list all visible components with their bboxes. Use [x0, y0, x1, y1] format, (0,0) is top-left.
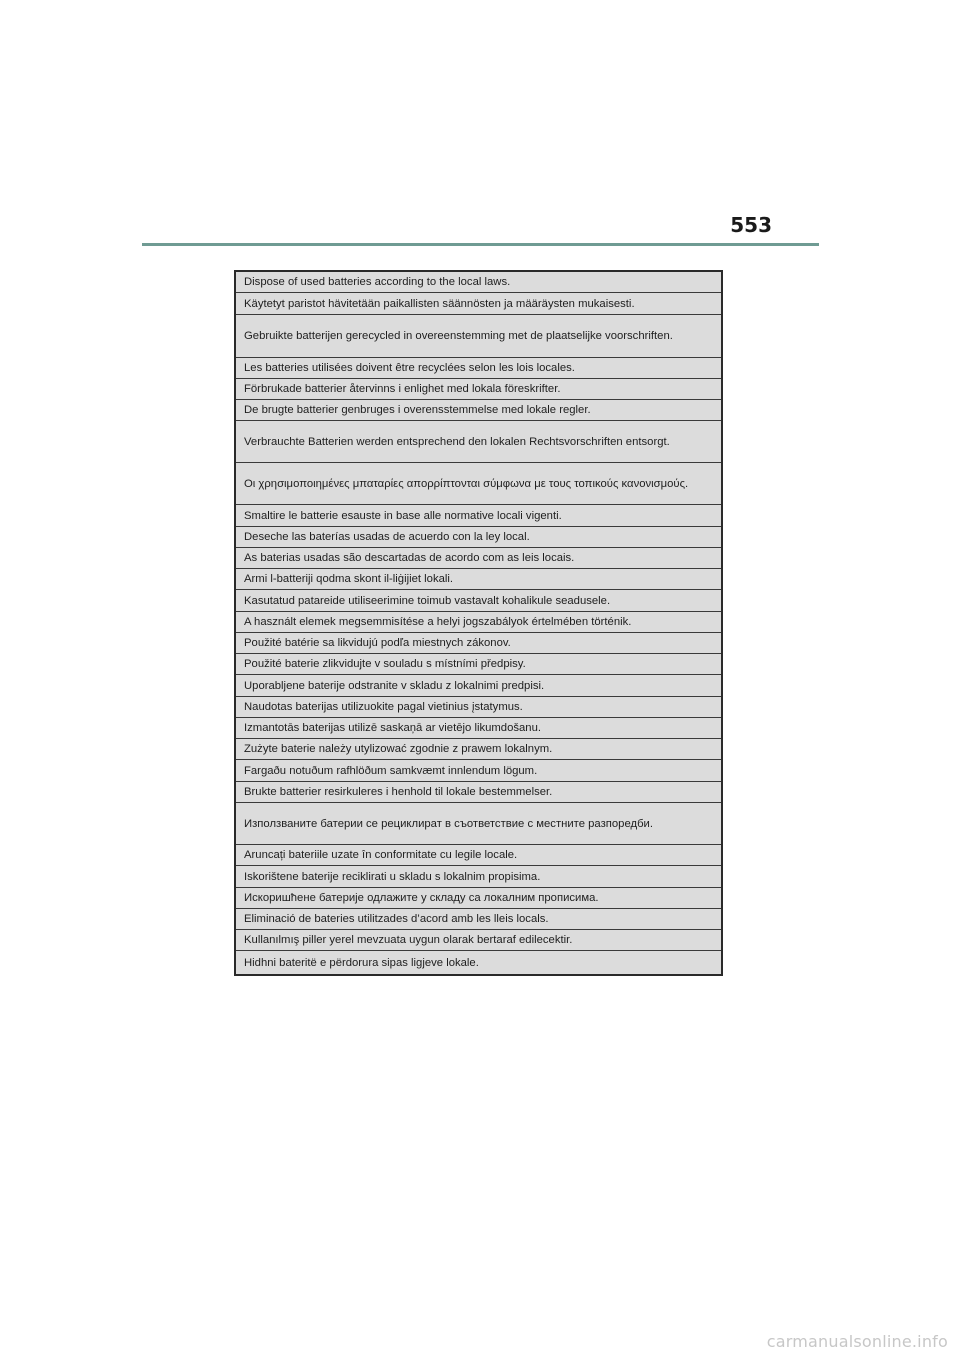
notice-text: Eliminació de bateries utilitzades d’acord amb les lleis locals. [244, 913, 549, 925]
notice-text: Brukte batterier resirkuleres i henhold til lokale bestemmelser. [244, 786, 553, 798]
notice-text: De brugte batterier genbruges i overensstemmelse med lokale regler. [244, 404, 591, 416]
table-row [236, 888, 721, 909]
notice-text: A használt elemek megsemmisítése a helyi jogszabályok értelmében történik. [244, 616, 632, 628]
notice-text: Gebruikte batterijen gerecycled in overeenstemming met de plaatselijke voorschriften. [244, 330, 673, 342]
table-row [236, 379, 721, 400]
notice-text: Förbrukade batterier återvinns i enlighet med lokala föreskrifter. [244, 383, 561, 395]
table-row [236, 909, 721, 930]
notice-text: Искоришћене батерије одлажите у складу са локалним прописима. [244, 892, 599, 904]
notice-text: Aruncați bateriile uzate în conformitate cu legile locale. [244, 849, 518, 861]
notice-text: Les batteries utilisées doivent être recyclées selon les lois locales. [244, 362, 575, 374]
header-rule [142, 243, 819, 246]
table-row [236, 951, 721, 974]
notice-text: Naudotas baterijas utilizuokite pagal vietinius įstatymus. [244, 701, 523, 713]
notice-text: Použité baterie zlikvidujte v souladu s místními předpisy. [244, 658, 526, 670]
table-row [236, 930, 721, 951]
table-row [236, 272, 721, 293]
notice-text: Kullanılmış piller yerel mevzuata uygun olarak bertaraf edilecektir. [244, 934, 573, 946]
notice-text: Hidhni bateritë e përdorura sipas ligjeve lokale. [244, 956, 479, 969]
table-row [236, 400, 721, 421]
table-row [236, 654, 721, 675]
table-row [236, 421, 721, 463]
notice-text: Käytetyt paristot hävitetään paikallisten säännösten ja määräysten mukaisesti. [244, 297, 635, 310]
notice-text: Uporabljene baterije odstranite v skladu z lokalnimi predpisi. [244, 679, 545, 692]
table-row [236, 505, 721, 527]
table-row [236, 760, 721, 782]
table-row [236, 633, 721, 654]
notice-text: Smaltire le batterie esauste in base alle normative locali vigenti. [244, 509, 562, 522]
footer-watermark: carmanualsonline.info [766, 1332, 948, 1351]
notice-text: As baterias usadas são descartadas de acordo com as leis locais. [244, 552, 575, 564]
table-row [236, 569, 721, 590]
battery-disposal-table [234, 270, 723, 976]
table-row [236, 697, 721, 718]
notice-text: Οι χρησιμοποιημένες μπαταρίες απορρίπτονται σύμφωνα με τους τοπικούς κανονισμούς. [244, 477, 689, 490]
notice-text: Izmantotās baterijas utilizē saskaņā ar vietējo likumdošanu. [244, 722, 542, 734]
table-row [236, 590, 721, 612]
table-row [236, 293, 721, 315]
table-row [236, 845, 721, 866]
table-row [236, 358, 721, 379]
notice-text: Iskorištene baterije reciklirati u skladu s lokalnim propisima. [244, 870, 541, 883]
notice-text: Dispose of used batteries according to the local laws. [244, 276, 511, 288]
table-row [236, 866, 721, 888]
notice-text: Deseche las baterías usadas de acuerdo con la ley local. [244, 531, 530, 543]
notice-text: Verbrauchte Batterien werden entsprechend den lokalen Rechtsvorschriften entsorgt. [244, 435, 670, 448]
table-row [236, 612, 721, 633]
table-row [236, 315, 721, 358]
table-row [236, 739, 721, 760]
notice-text: Použité batérie sa likvidujú podľa miestnych zákonov. [244, 637, 511, 649]
notice-text: Kasutatud patareide utiliseerimine toimub vastavalt kohalikule seadusele. [244, 594, 611, 607]
page-number: 553 [730, 213, 772, 237]
table-row [236, 718, 721, 739]
table-row [236, 548, 721, 569]
notice-text: Zużyte baterie należy utylizować zgodnie z prawem lokalnym. [244, 743, 553, 755]
table-row [236, 527, 721, 548]
table-row [236, 463, 721, 505]
notice-text: Използваните батерии се рециклират в съответствие с местните разпоредби. [244, 817, 653, 830]
notice-text: Fargaðu notuðum rafhlöðum samkvæmt innlendum lögum. [244, 764, 538, 777]
notice-text: Armi l-batteriji qodma skont il-liġijiet lokali. [244, 573, 454, 585]
table-row [236, 782, 721, 803]
table-row [236, 675, 721, 697]
table-row [236, 803, 721, 845]
